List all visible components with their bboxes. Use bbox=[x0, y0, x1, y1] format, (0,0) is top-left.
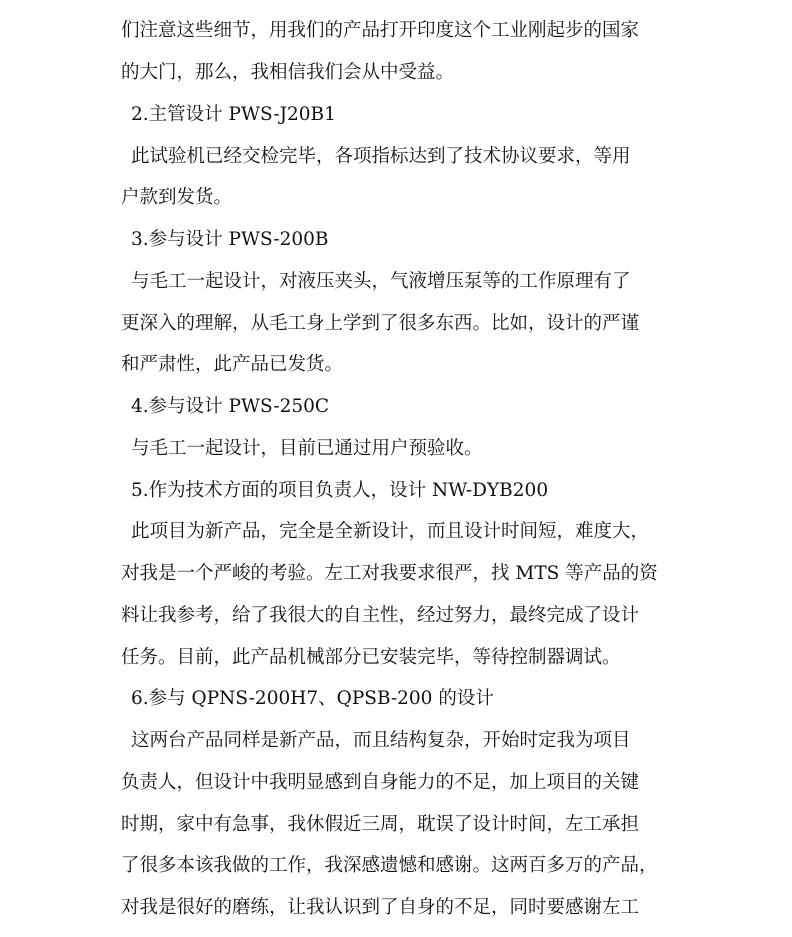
text-line-13: 此项目为新产品，完全是全新设计，而且设计时间短，难度大， bbox=[131, 521, 650, 542]
section-heading-4: 4.参与设计 PWS-250C bbox=[131, 396, 330, 417]
section-heading-5: 5.作为技术方面的项目负责人，设计 NW-DYB200 bbox=[131, 480, 549, 501]
text-line-7: 与毛工一起设计，对液压夹头，气液增压泵等的工作原理有了 bbox=[131, 271, 631, 292]
text-line-22: 对我是很好的磨练，让我认识到了自身的不足，同时要感谢左工 bbox=[121, 897, 640, 918]
text-line-1: 们注意这些细节，用我们的产品打开印度这个工业刚起步的国家 bbox=[121, 20, 640, 41]
text-line-21: 了很多本该我做的工作，我深感遗憾和感谢。这两百多万的产品， bbox=[121, 855, 658, 876]
text-line-19: 负责人，但设计中我明显感到自身能力的不足，加上项目的关键 bbox=[121, 772, 640, 793]
text-line-20: 时期，家中有急事，我休假近三周，耽误了设计时间，左工承担 bbox=[121, 814, 640, 835]
text-line-4: 此试验机已经交检完毕，各项指标达到了技术协议要求，等用 bbox=[131, 146, 631, 167]
text-line-5: 户款到发货。 bbox=[121, 187, 233, 208]
text-line-11: 与毛工一起设计，目前已通过用户预验收。 bbox=[131, 438, 483, 459]
text-line-18: 这两台产品同样是新产品，而且结构复杂，开始时定我为项目 bbox=[131, 730, 631, 751]
text-line-16: 任务。目前，此产品机械部分已安装完毕，等待控制器调试。 bbox=[121, 647, 621, 668]
section-heading-6: 6.参与 QPNS-200H7、QPSB-200 的设计 bbox=[131, 688, 494, 709]
text-line-9: 和严肃性，此产品已发货。 bbox=[121, 354, 344, 375]
section-heading-2: 2.主管设计 PWS-J20B1 bbox=[131, 104, 336, 125]
text-line-14: 对我是一个严峻的考验。左工对我要求很严，找 MTS 等产品的资 bbox=[121, 563, 658, 584]
text-line-8: 更深入的理解，从毛工身上学到了很多东西。比如，设计的严谨 bbox=[121, 313, 640, 334]
text-line-2: 的大门，那么，我相信我们会从中受益。 bbox=[121, 62, 455, 83]
text-line-15: 料让我参考，给了我很大的自主性，经过努力，最终完成了设计 bbox=[121, 605, 640, 626]
section-heading-3: 3.参与设计 PWS-200B bbox=[131, 229, 329, 250]
